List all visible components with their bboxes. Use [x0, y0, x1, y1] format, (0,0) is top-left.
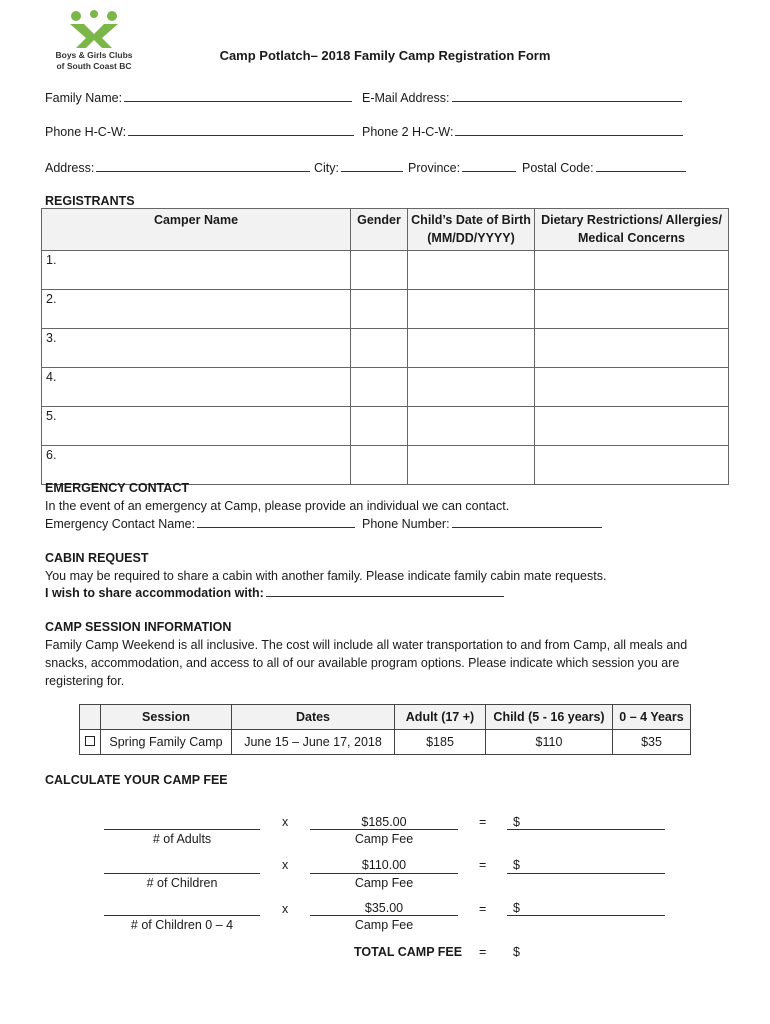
infant-fee-line: [310, 915, 458, 916]
table-row: [42, 251, 729, 290]
logo-line-2: of South Coast BC: [56, 61, 132, 71]
camper-row-number[interactable]: 1.: [42, 251, 351, 290]
phone2-label: Phone 2 H-C-W:: [362, 125, 454, 139]
gender-cell[interactable]: [351, 290, 408, 329]
family-name-field[interactable]: [45, 90, 352, 105]
checkbox-icon[interactable]: [85, 736, 95, 746]
province-field[interactable]: [408, 160, 516, 175]
registrants-header-row: [42, 209, 729, 251]
total-fee-label: TOTAL CAMP FEE: [354, 945, 463, 959]
col-dietary: Dietary Restrictions/ Allergies/ Medical Concerns: [535, 209, 729, 251]
equals-sign: =: [479, 858, 487, 872]
adults-total-input[interactable]: [507, 829, 665, 830]
session-text: Family Camp Weekend is all inclusive. The cost will include all water transportation to and from Camp, all meals and snacks, accommodation, and access to all of our available program options. Please indicate which session you are registering for.: [45, 638, 688, 688]
session-dates: June 15 – June 17, 2018: [232, 730, 395, 755]
gender-cell[interactable]: [351, 368, 408, 407]
infants-count-input[interactable]: [104, 915, 260, 916]
page-title: Camp Potlatch– 2018 Family Camp Registration Form: [219, 48, 551, 63]
cabin-text: You may be required to share a cabin with another family. Please indicate family cabin mate requests.: [45, 569, 607, 583]
col-session: Session: [101, 705, 232, 730]
camper-row-number[interactable]: 3.: [42, 329, 351, 368]
postal-code-label: Postal Code:: [522, 161, 594, 175]
dob-cell[interactable]: [408, 368, 535, 407]
dietary-cell[interactable]: [535, 446, 729, 485]
email-label: E-Mail Address:: [362, 91, 450, 105]
dollar-sign: $: [513, 858, 520, 872]
club-logo-icon: [66, 10, 122, 50]
camper-row-number[interactable]: 5.: [42, 407, 351, 446]
phone-label: Phone H-C-W:: [45, 125, 127, 139]
logo-line-1: Boys & Girls Clubs: [55, 50, 133, 60]
dietary-cell[interactable]: [535, 368, 729, 407]
dob-cell[interactable]: [408, 290, 535, 329]
family-name-label: Family Name:: [45, 91, 123, 105]
table-row: [42, 329, 729, 368]
children-total-input[interactable]: [507, 873, 665, 874]
times-sign: x: [282, 815, 289, 829]
infant-fee: $35.00: [364, 901, 404, 915]
infants-label: # of Children 0 – 4: [130, 918, 234, 932]
total-dollar-sign[interactable]: $: [513, 945, 520, 959]
dob-cell[interactable]: [408, 407, 535, 446]
session-child-price: $110: [486, 730, 613, 755]
address-field[interactable]: [45, 160, 310, 175]
equals-sign: =: [479, 945, 487, 959]
session-name: Spring Family Camp: [101, 730, 232, 755]
session-table: [79, 704, 691, 755]
camp-fee-label: Camp Fee: [354, 918, 414, 932]
children-label: # of Children: [146, 876, 218, 890]
gender-cell[interactable]: [351, 407, 408, 446]
email-field[interactable]: [362, 90, 682, 105]
dob-cell[interactable]: [408, 329, 535, 368]
dob-cell[interactable]: [408, 446, 535, 485]
child-fee: $110.00: [361, 858, 407, 872]
province-label: Province:: [408, 161, 461, 175]
session-adult-price: $185: [395, 730, 486, 755]
dob-cell[interactable]: [408, 251, 535, 290]
checkbox-header: [80, 705, 101, 730]
registrants-heading: REGISTRANTS: [45, 194, 135, 208]
session-checkbox[interactable]: [80, 730, 101, 755]
col-infant: 0 – 4 Years: [613, 705, 691, 730]
col-dates: Dates: [232, 705, 395, 730]
camper-row-number[interactable]: 2.: [42, 290, 351, 329]
table-row: [80, 730, 691, 755]
dollar-sign: $: [513, 901, 520, 915]
emergency-phone-field[interactable]: [362, 516, 602, 531]
table-row: [42, 290, 729, 329]
emergency-text: In the event of an emergency at Camp, please provide an individual we can contact.: [45, 499, 510, 513]
equals-sign: =: [479, 902, 487, 916]
table-row: [42, 368, 729, 407]
city-field[interactable]: [314, 160, 403, 175]
children-count-input[interactable]: [104, 873, 260, 874]
session-heading: CAMP SESSION INFORMATION: [45, 620, 232, 634]
address-label: Address:: [45, 161, 95, 175]
equals-sign: =: [479, 815, 487, 829]
dietary-cell[interactable]: [535, 290, 729, 329]
camper-row-number[interactable]: 4.: [42, 368, 351, 407]
adults-count-input[interactable]: [104, 829, 260, 830]
gender-cell[interactable]: [351, 329, 408, 368]
emergency-name-label: Emergency Contact Name:: [45, 517, 196, 531]
table-row: [42, 446, 729, 485]
dietary-cell[interactable]: [535, 329, 729, 368]
cabin-heading: CABIN REQUEST: [45, 551, 149, 565]
camper-row-number[interactable]: 6.: [42, 446, 351, 485]
child-fee-line: [310, 873, 458, 874]
emergency-phone-label: Phone Number:: [362, 517, 450, 531]
adult-fee: $185.00: [361, 815, 407, 829]
col-camper-name: Camper Name: [42, 209, 351, 251]
emergency-name-field[interactable]: [45, 516, 355, 531]
calc-heading: CALCULATE YOUR CAMP FEE: [45, 773, 228, 787]
city-label: City:: [314, 161, 339, 175]
times-sign: x: [282, 902, 289, 916]
phone2-field[interactable]: [362, 124, 683, 139]
infants-total-input[interactable]: [507, 915, 665, 916]
dietary-cell[interactable]: [535, 407, 729, 446]
phone-field[interactable]: [45, 124, 354, 139]
camp-fee-label: Camp Fee: [354, 876, 414, 890]
session-header-row: [80, 705, 691, 730]
emergency-heading: EMERGENCY CONTACT: [45, 481, 189, 495]
adults-label: # of Adults: [152, 832, 212, 846]
session-infant-price: $35: [613, 730, 691, 755]
registrants-table: [41, 208, 729, 485]
dollar-sign: $: [513, 815, 520, 829]
col-child: Child (5 - 16 years): [486, 705, 613, 730]
table-row: [42, 407, 729, 446]
adult-fee-line: [310, 829, 458, 830]
col-adult: Adult (17 +): [395, 705, 486, 730]
col-gender: Gender: [351, 209, 408, 251]
dietary-cell[interactable]: [535, 251, 729, 290]
times-sign: x: [282, 858, 289, 872]
gender-cell[interactable]: [351, 446, 408, 485]
cabin-share-field[interactable]: [45, 585, 504, 600]
postal-code-field[interactable]: [522, 160, 686, 175]
cabin-share-label: I wish to share accommodation with:: [45, 586, 264, 600]
camp-fee-label: Camp Fee: [354, 832, 414, 846]
col-dob: Child’s Date of Birth (MM/DD/YYYY): [408, 209, 535, 251]
gender-cell[interactable]: [351, 251, 408, 290]
